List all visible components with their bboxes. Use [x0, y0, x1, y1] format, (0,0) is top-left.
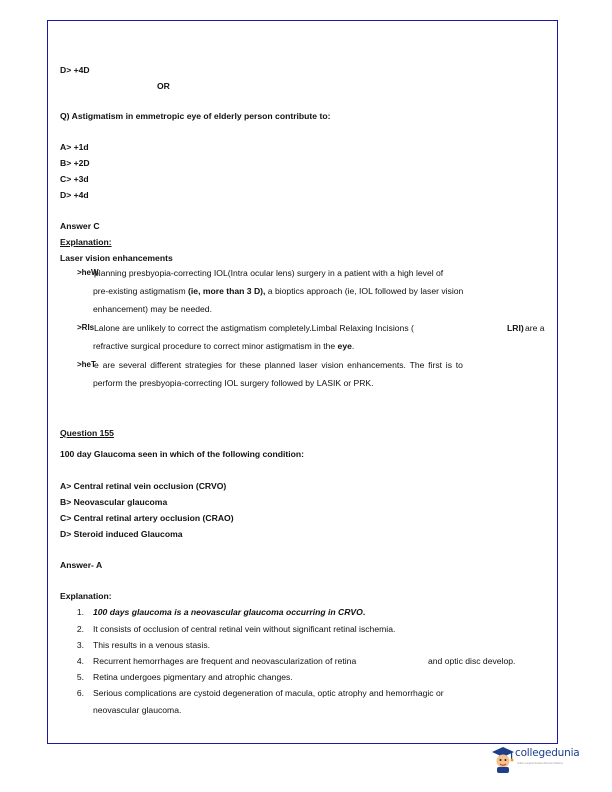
bullet-marker: >RIs: [77, 323, 95, 332]
list-item-continued: and optic disc develop.: [428, 656, 516, 666]
explanation-label: Explanation:: [60, 237, 112, 247]
list-item: Recurrent hemorrhages are frequent and neovascularization of retina: [93, 656, 357, 666]
or-separator: OR: [157, 81, 170, 91]
question-text: 100 day Glaucoma seen in which of the following condition:: [60, 449, 304, 459]
option-d: D> +4d: [60, 190, 89, 200]
bullet-line: e are several different strategies for these planned laser vision enhancements. The first is to: [94, 360, 463, 370]
option-c: C> +3d: [60, 174, 89, 184]
option-d: D> Steroid induced Glaucoma: [60, 529, 183, 539]
option-b: B> Neovascular glaucoma: [60, 497, 168, 507]
answer: Answer- A: [60, 560, 103, 570]
list-number: 2.: [76, 624, 84, 634]
bullet-marker: >heW: [77, 268, 99, 277]
question-text: Q) Astigmatism in emmetropic eye of elderly person contribute to:: [60, 111, 331, 121]
bullet-bold: LRI): [507, 323, 524, 333]
bullet-line: refractive surgical procedure to correct minor astigmatism in the eye.: [93, 341, 355, 351]
bullet-line: enhancement) may be needed.: [93, 304, 212, 314]
bullet-line: pre-existing astigmatism (ie, more than 3 D), a bioptics approach (ie, IOL followed by laser vision: [93, 286, 464, 296]
option-b: B> +2D: [60, 158, 90, 168]
list-item: It consists of occlusion of central retinal vein without significant retinal ischemia.: [93, 624, 396, 634]
list-number: 3.: [76, 640, 84, 650]
explanation-label: Explanation:: [60, 591, 112, 601]
option-a: A> +1d: [60, 142, 89, 152]
logo-wordmark: collegedunia: [515, 747, 580, 759]
bullet-line: are a: [525, 323, 545, 333]
subheading: Laser vision enhancements: [60, 253, 173, 263]
prev-option-d: D> +4D: [60, 65, 90, 75]
bullet-line: Lalone are unlikely to correct the astigmatism completely.Limbal Relaxing Incisions (: [94, 323, 414, 333]
list-item: This results in a venous stasis.: [93, 640, 211, 650]
list-number: 1.: [76, 607, 84, 617]
bullet-line: planning presbyopia-correcting IOL(Intra ocular lens) surgery in a patient with a high level of: [94, 268, 444, 278]
list-number: 4.: [76, 656, 84, 666]
logo-tagline: India's Largest Student Review Platform: [517, 762, 564, 765]
list-item: 100 days glaucoma is a neovascular glaucoma occurring in CRVO.: [93, 607, 366, 617]
graduate-mascot-icon: [491, 745, 515, 773]
option-a: A> Central retinal vein occlusion (CRVO): [60, 481, 227, 491]
bullet-line: perform the presbyopia-correcting IOL surgery followed by LASIK or PRK.: [93, 378, 374, 388]
list-number: 6.: [76, 688, 84, 698]
list-item: Retina undergoes pigmentary and atrophic changes.: [93, 672, 293, 682]
collegedunia-logo: [491, 745, 609, 775]
list-item-continued: neovascular glaucoma.: [93, 705, 182, 715]
option-c: C> Central retinal artery occlusion (CRAO): [60, 513, 234, 523]
list-number: 5.: [76, 672, 84, 682]
list-item: Serious complications are cystoid degeneration of macula, optic atrophy and hemorrhagic or: [93, 688, 444, 698]
bullet-marker: >heT: [77, 360, 96, 369]
answer: Answer C: [60, 221, 100, 231]
question-number: Question 155: [60, 428, 114, 438]
